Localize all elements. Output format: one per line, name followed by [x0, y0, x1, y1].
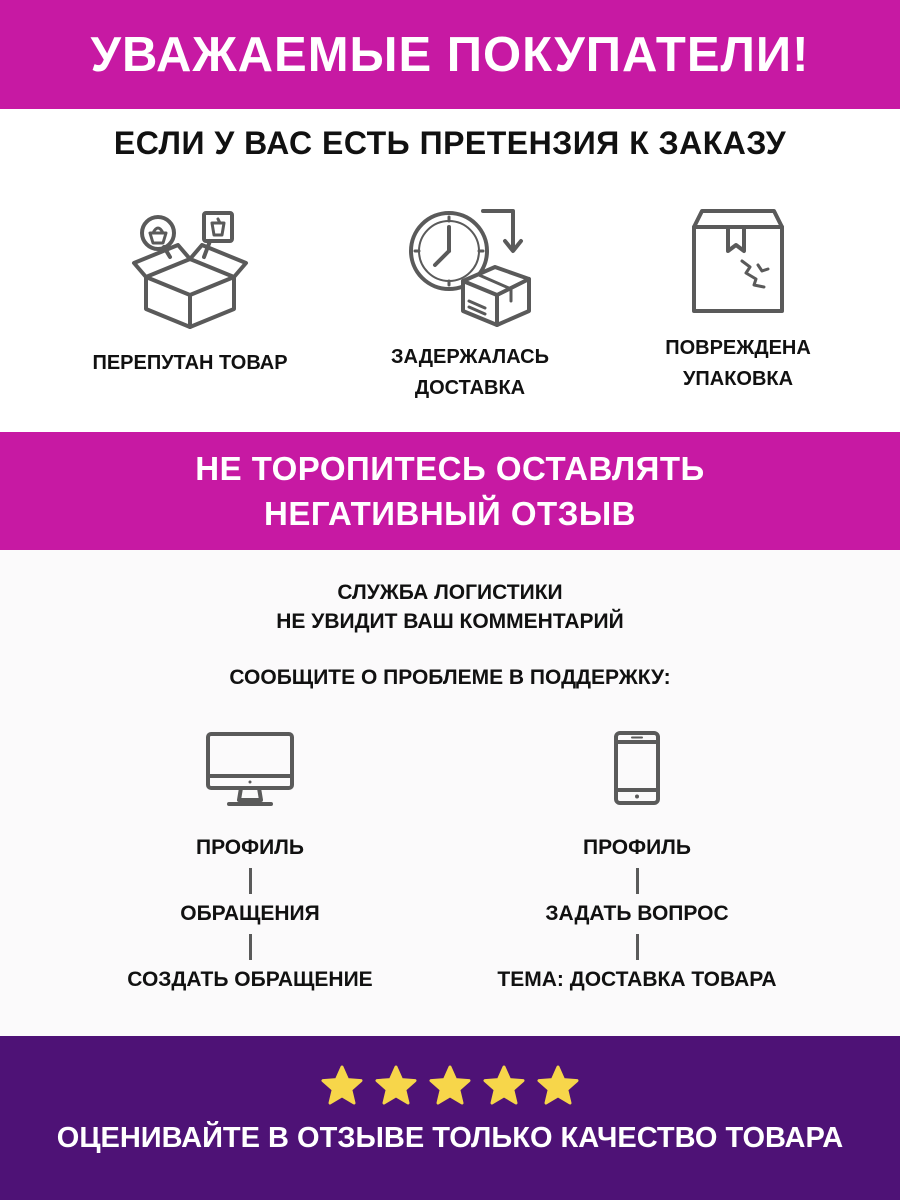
issue-label: ЗАДЕРЖАЛАСЬ ДОСТАВКА — [391, 346, 549, 399]
report-note: СООБЩИТЕ О ПРОБЛЕМЕ В ПОДДЕРЖКУ: — [229, 666, 671, 689]
star-icon — [374, 1065, 418, 1107]
footer-text: ОЦЕНИВАЙТЕ В ОТЗЫВЕ ТОЛЬКО КАЧЕСТВО ТОВАРА — [56, 1122, 844, 1154]
rating-stars — [0, 1065, 900, 1112]
clock-box-delay-icon — [405, 205, 535, 330]
issue-damaged-packaging — [608, 205, 868, 395]
damaged-box-icon — [688, 205, 788, 315]
warning-text: НЕ ТОРОПИТЕСЬ ОСТАВЛЯТЬ НЕГАТИВНЫЙ ОТЗЫВ — [195, 450, 705, 532]
mobile-path — [472, 730, 802, 993]
desktop-step-create-request: СОЗДАТЬ ОБРАЩЕНИЕ — [127, 968, 373, 991]
step-separator — [636, 934, 639, 960]
step-separator — [249, 934, 252, 960]
star-icon — [482, 1065, 526, 1107]
header-banner — [0, 0, 900, 109]
logistics-note: СЛУЖБА ЛОГИСТИКИ НЕ УВИДИТ ВАШ КОММЕНТАРИЙ — [276, 581, 624, 633]
page-title: УВАЖАЕМЫЕ ПОКУПАТЕЛИ! — [90, 27, 810, 82]
star-icon — [536, 1065, 580, 1107]
warning-banner — [0, 432, 900, 550]
desktop-monitor-icon — [205, 730, 295, 808]
star-icon — [320, 1065, 364, 1107]
issue-delayed-delivery — [340, 205, 600, 404]
star-icon — [428, 1065, 472, 1107]
mobile-step-ask-question: ЗАДАТЬ ВОПРОС — [545, 902, 729, 925]
claims-title: ЕСЛИ У ВАС ЕСТЬ ПРЕТЕНЗИЯ К ЗАКАЗУ — [113, 125, 787, 161]
open-box-products-icon — [130, 205, 250, 330]
desktop-step-requests: ОБРАЩЕНИЯ — [180, 902, 320, 925]
footer-banner — [0, 1036, 900, 1200]
smartphone-icon — [613, 730, 661, 806]
desktop-step-profile: ПРОФИЛЬ — [195, 836, 304, 859]
mobile-step-profile: ПРОФИЛЬ — [582, 836, 691, 859]
issue-label: ПОВРЕЖДЕНА УПАКОВКА — [665, 337, 811, 390]
issue-mixed-up-item — [60, 205, 320, 379]
step-separator — [636, 868, 639, 894]
issue-label: ПЕРЕПУТАН ТОВАР — [92, 352, 288, 374]
step-separator — [249, 868, 252, 894]
mobile-step-topic-delivery: ТЕМА: ДОСТАВКА ТОВАРА — [497, 968, 777, 991]
desktop-path — [85, 730, 415, 993]
